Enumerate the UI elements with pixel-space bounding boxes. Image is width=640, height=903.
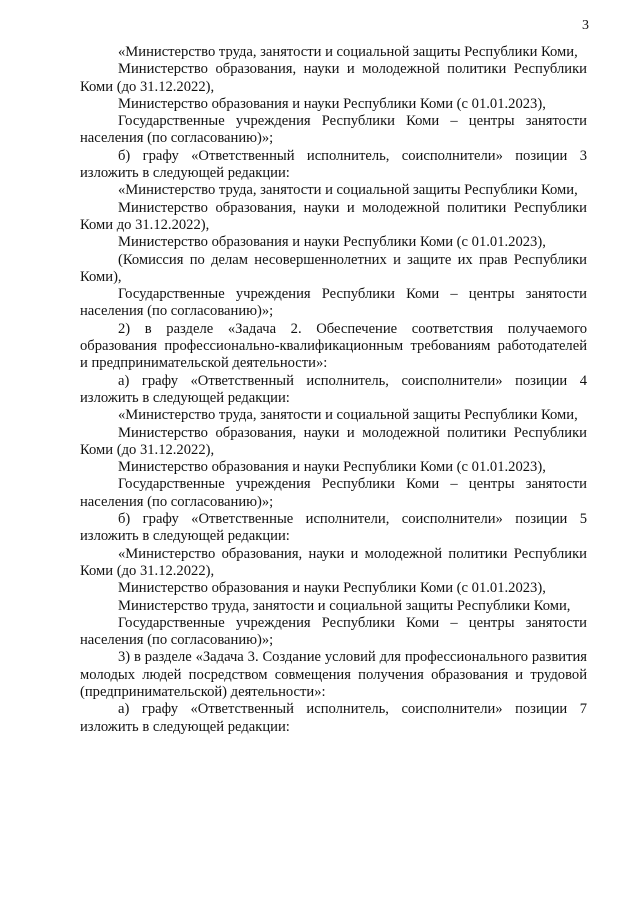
- paragraph: Министерство образования, науки и молодежной политики Республики Коми до 31.12.2022),: [80, 199, 587, 233]
- paragraph: 3) в разделе «Задача 3. Создание условий для профессионального развития молодых людей посредством совмещения получения образования и трудовой (предпринимательской) деятельности»:: [80, 649, 587, 700]
- paragraph: Государственные учреждения Республики Коми – центры занятости населения (по согласованию)»;: [80, 476, 587, 510]
- paragraph: Государственные учреждения Республики Коми – центры занятости населения (по согласованию)»;: [80, 614, 587, 649]
- paragraph: «Министерство образования, науки и молодежной политики Республики Коми (до 31.12.2022),: [80, 545, 587, 579]
- paragraph: Министерство образования и науки Республики Коми (с 01.01.2023),: [118, 459, 546, 476]
- document-body: [80, 44, 587, 736]
- paragraph: «Министерство труда, занятости и социальной защиты Республики Коми,: [118, 44, 578, 60]
- paragraph: Министерство труда, занятости и социальной защиты Республики Коми,: [118, 597, 571, 614]
- paragraph: Министерство образования и науки Республики Коми (с 01.01.2023),: [118, 234, 546, 251]
- paragraph: «Министерство труда, занятости и социальной защиты Республики Коми,: [118, 182, 578, 199]
- paragraph: а) графу «Ответственный исполнитель, соисполнители» позиции 4 изложить в следующей редакции:: [80, 372, 587, 406]
- paragraph: Министерство образования, науки и молодежной политики Республики Коми (до 31.12.2022),: [80, 61, 587, 95]
- page-number: 3: [582, 18, 589, 33]
- paragraph: Министерство образования и науки Республики Коми (с 01.01.2023),: [118, 95, 546, 112]
- paragraph: 2) в разделе «Задача 2. Обеспечение соответствия получаемого образования профессионально-квалификационным требованиям работодателей и предпринимательской деятельности»:: [80, 320, 587, 372]
- paragraph: (Комиссия по делам несовершеннолетних и защите их прав Республики Коми),: [80, 251, 587, 285]
- paragraph: Министерство образования и науки Республики Коми (с 01.01.2023),: [118, 580, 546, 597]
- paragraph: Государственные учреждения Республики Коми – центры занятости населения (по согласованию)»;: [80, 113, 587, 147]
- paragraph: «Министерство труда, занятости и социальной защиты Республики Коми,: [118, 407, 578, 424]
- paragraph: б) графу «Ответственные исполнители, соисполнители» позиции 5 изложить в следующей редакции:: [80, 511, 587, 545]
- paragraph: б) графу «Ответственный исполнитель, соисполнители» позиции 3 изложить в следующей редакции:: [80, 147, 587, 182]
- paragraph: Государственные учреждения Республики Коми – центры занятости населения (по согласованию)»;: [80, 286, 587, 320]
- paragraph: а) графу «Ответственный исполнитель, соисполнители» позиции 7 изложить в следующей редакции:: [80, 701, 587, 735]
- paragraph: Министерство образования, науки и молодежной политики Республики Коми (до 31.12.2022),: [80, 424, 587, 458]
